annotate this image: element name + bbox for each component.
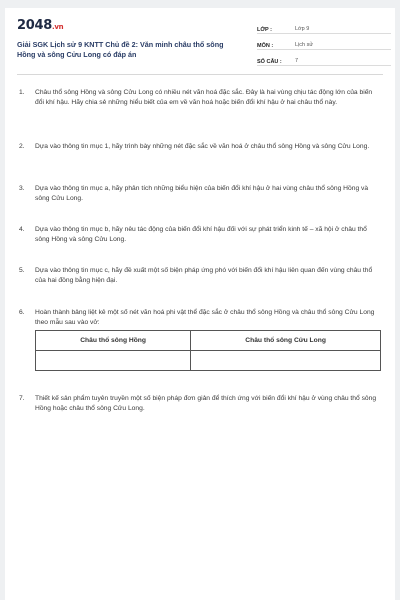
table-cell <box>36 351 191 371</box>
question-item <box>19 266 381 286</box>
question-number: 3. <box>19 185 25 192</box>
question-text: Dựa vào thông tin mục b, hãy nêu tác động của biến đổi khí hậu đối với sự phát triển kinh tế – xã hội ở châu thổ sông Hồng và sông Cửu Long. <box>35 226 367 243</box>
table-cell <box>191 351 381 371</box>
question-item <box>19 225 381 245</box>
document-title: Giải SGK Lịch sử 9 KNTT Chủ đề 2: Văn minh châu thổ sông Hồng và sông Cửu Long có đáp án <box>17 40 224 59</box>
question-text: Dựa vào thông tin mục 1, hãy trình bày những nét đặc sắc về văn hoá ở châu thổ sông Hồng và sông Cửu Long. <box>35 143 370 150</box>
question-number: 1. <box>19 89 25 96</box>
meta-value: Lịch sử <box>295 42 314 48</box>
header-divider <box>17 74 383 75</box>
question-number: 4. <box>19 226 25 233</box>
meta-value: 7 <box>295 58 299 64</box>
question-text: Dựa vào thông tin mục a, hãy phân tích những biểu hiện của biến đổi khí hậu ở hai vùng châu thổ sông Hồng và sông Cửu Long. <box>35 185 369 202</box>
document-page <box>5 8 395 600</box>
question-item <box>19 394 381 414</box>
table-header-row <box>36 331 381 351</box>
question-number: 7. <box>19 395 25 402</box>
question-item <box>19 308 381 328</box>
question-number: 5. <box>19 267 25 274</box>
logo-main: 2048 <box>17 18 52 33</box>
table-row <box>36 351 381 371</box>
logo-suffix: .vn <box>51 23 64 31</box>
question-number: 2. <box>19 143 25 150</box>
meta-row-count <box>257 52 391 66</box>
table-header-cell: Châu thổ sông Cửu Long <box>191 331 381 351</box>
question-text: Hoàn thành bảng liệt kê một số nét văn hoá phi vật thể đặc sắc ở châu thổ sông Hồng và châu thổ sông Cửu Long theo mẫu sau vào vở: <box>35 309 375 326</box>
meta-row-class <box>257 20 391 34</box>
site-logo[interactable] <box>17 18 63 33</box>
meta-panel <box>257 20 391 68</box>
meta-key: LỚP : <box>257 27 272 33</box>
question-item <box>19 184 381 204</box>
question-item <box>19 142 381 152</box>
meta-key: MÔN : <box>257 43 274 49</box>
table-header-cell: Châu thổ sông Hồng <box>36 331 191 351</box>
question-text: Châu thổ sông Hồng và sông Cửu Long có nhiều nét văn hoá đặc sắc. Đây là hai vùng chịu tác động lớn của biến đổi khí hậu. Hãy chia sẻ những hiểu biết của em về văn hoá hoặc biến đổi khí hậu ở hai châu thổ này. <box>35 89 373 106</box>
question-item <box>19 88 381 108</box>
meta-row-subject <box>257 36 391 50</box>
meta-value: Lớp 9 <box>295 26 310 32</box>
question-text: Dựa vào thông tin mục c, hãy đề xuất một số biện pháp ứng phó với biến đổi khí hậu liên quan đến vùng châu thổ của hai đồng bằng hiện đại. <box>35 267 373 284</box>
question-list <box>19 88 381 412</box>
question-text: Thiết kế sản phẩm tuyên truyền một số biện pháp đơn giản để thích ứng với biến đổi khí hậu ở vùng châu thổ sông Hồng hoặc châu thổ sông Cửu Long. <box>35 395 377 412</box>
document-header <box>17 18 383 72</box>
answer-table <box>35 330 381 371</box>
question-number: 6. <box>19 309 25 316</box>
meta-key: SỐ CÂU : <box>257 59 282 65</box>
